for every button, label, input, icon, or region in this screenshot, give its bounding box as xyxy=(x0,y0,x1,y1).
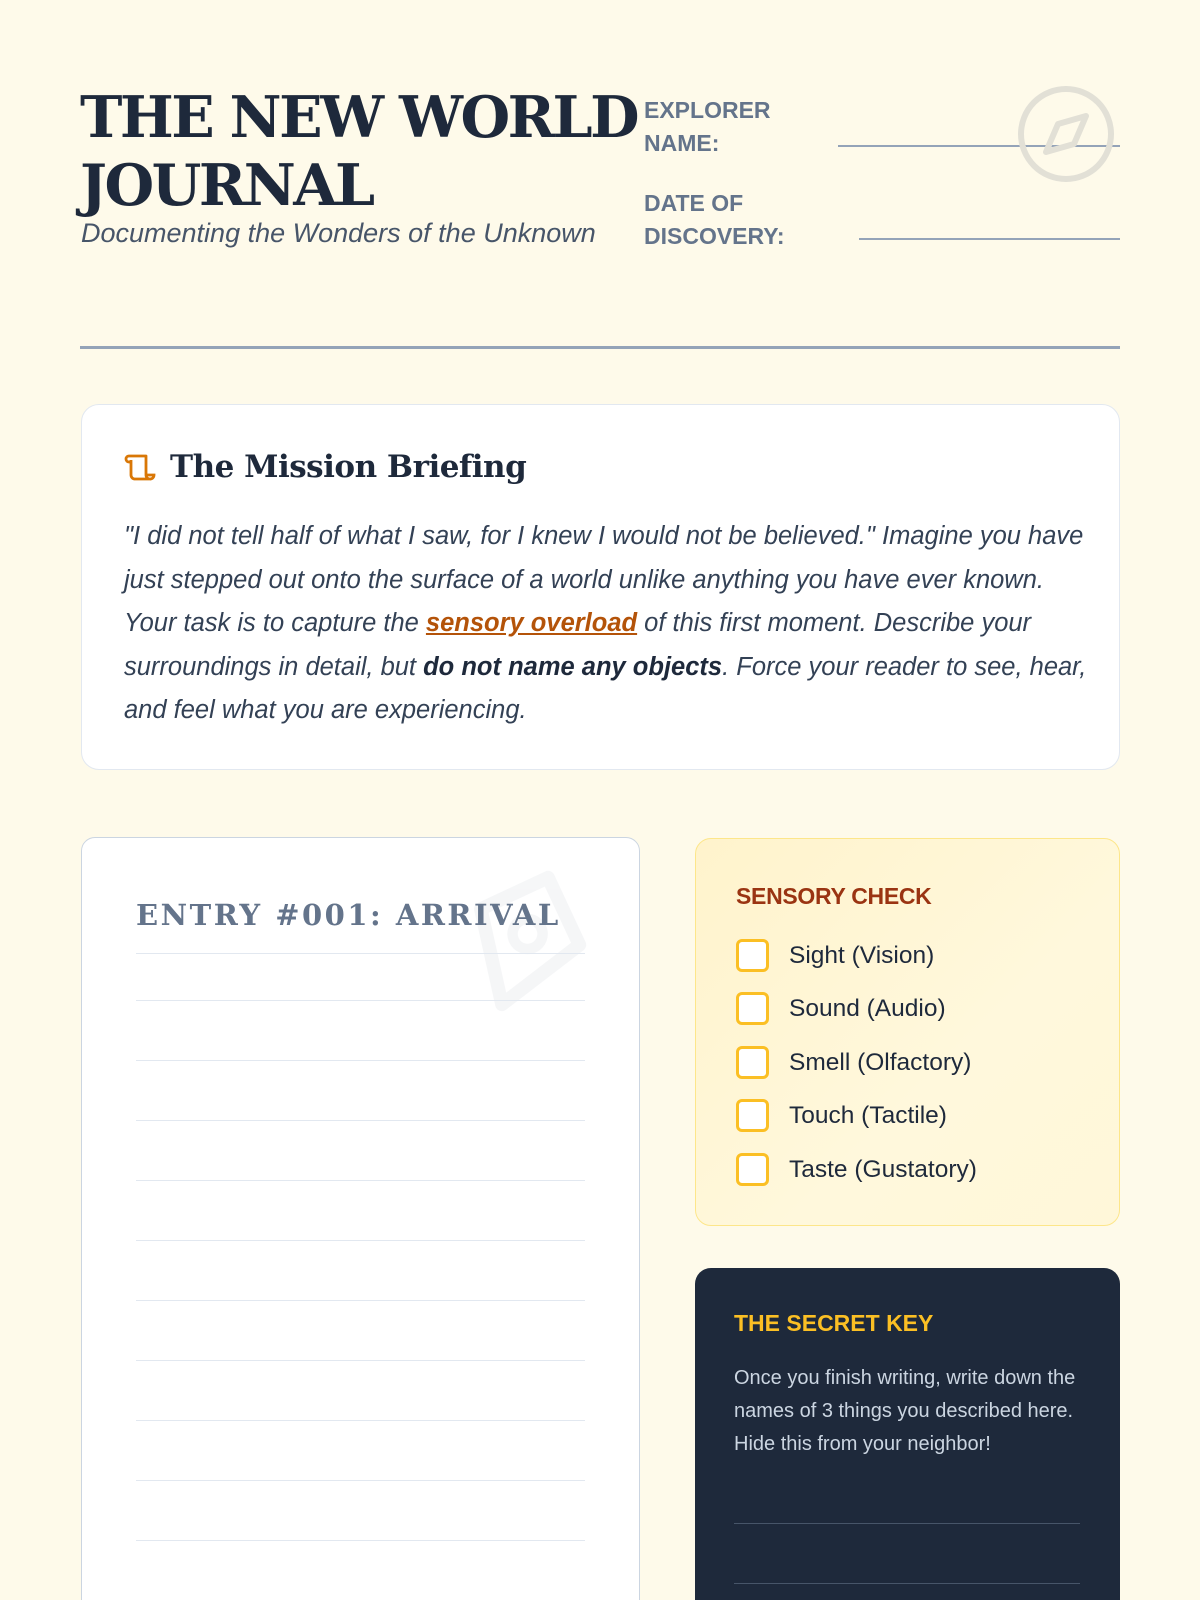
sensory-check-panel xyxy=(695,838,1120,1226)
entry-title: ENTRY #001: ARRIVAL xyxy=(136,898,561,932)
mission-briefing-card xyxy=(81,404,1120,770)
compass-watermark-icon xyxy=(450,866,600,1016)
journal-entry-card[interactable] xyxy=(81,837,640,1600)
sense-item-touch[interactable] xyxy=(736,1099,947,1132)
discovery-date-field[interactable] xyxy=(859,238,1120,240)
sense-label: Taste (Gustatory) xyxy=(789,1155,977,1183)
secret-answer-line[interactable] xyxy=(734,1583,1080,1584)
smell-checkbox[interactable] xyxy=(736,1046,769,1079)
sense-item-taste[interactable] xyxy=(736,1153,977,1186)
sight-checkbox[interactable] xyxy=(736,939,769,972)
writing-line[interactable] xyxy=(136,1300,585,1301)
sense-item-sight[interactable] xyxy=(736,939,934,972)
secret-key-title: THE SECRET KEY xyxy=(734,1310,934,1336)
journal-subtitle: Documenting the Wonders of the Unknown xyxy=(81,218,596,248)
secret-key-panel xyxy=(695,1268,1120,1600)
writing-line[interactable] xyxy=(136,1180,585,1181)
briefing-title: The Mission Briefing xyxy=(170,449,527,485)
scroll-icon xyxy=(124,451,156,483)
writing-line[interactable] xyxy=(136,953,585,954)
sense-item-smell[interactable] xyxy=(736,1046,971,1079)
secret-answer-line[interactable] xyxy=(734,1523,1080,1524)
writing-line[interactable] xyxy=(136,1360,585,1361)
sensory-check-title: SENSORY CHECK xyxy=(736,883,932,909)
explorer-name-label: EXPLORER NAME: xyxy=(644,97,771,156)
sound-checkbox[interactable] xyxy=(736,992,769,1025)
compass-icon xyxy=(1016,84,1116,184)
sensory-overload-highlight: sensory overload xyxy=(425,609,638,637)
writing-line[interactable] xyxy=(136,1240,585,1241)
secret-key-instructions: Once you finish writing, write down the names of 3 things you described here. Hide this from your neighbor! xyxy=(734,1367,1076,1455)
writing-line[interactable] xyxy=(136,1060,585,1061)
touch-checkbox[interactable] xyxy=(736,1099,769,1132)
sense-label: Sound (Audio) xyxy=(789,994,946,1022)
header-divider xyxy=(80,346,1120,349)
sense-label: Smell (Olfactory) xyxy=(789,1048,972,1076)
sense-label: Sight (Vision) xyxy=(789,941,935,969)
emphasis-instruction: do not name any objects xyxy=(423,652,723,681)
writing-line[interactable] xyxy=(136,1540,585,1541)
writing-line[interactable] xyxy=(136,1480,585,1481)
journal-title: THE NEW WORLD JOURNAL xyxy=(80,84,638,219)
taste-checkbox[interactable] xyxy=(736,1153,769,1186)
sense-label: Touch (Tactile) xyxy=(789,1101,947,1129)
writing-line[interactable] xyxy=(136,1120,585,1121)
discovery-date-label: DATE OF DISCOVERY: xyxy=(644,190,785,249)
writing-line[interactable] xyxy=(136,1420,585,1421)
writing-line[interactable] xyxy=(136,1000,585,1001)
sense-item-sound[interactable] xyxy=(736,992,946,1025)
briefing-text: "I did not tell half of what I saw, for I knew I would not be believed." Imagine you have just stepped out onto the surface of a world unlike anything you have ever known. Your task is to capture the sensory overload of this first moment. Describe your surroundings in detail, but do not name any objects. Force your reader to see, hear, and feel what you are experiencing. xyxy=(124,522,1087,724)
